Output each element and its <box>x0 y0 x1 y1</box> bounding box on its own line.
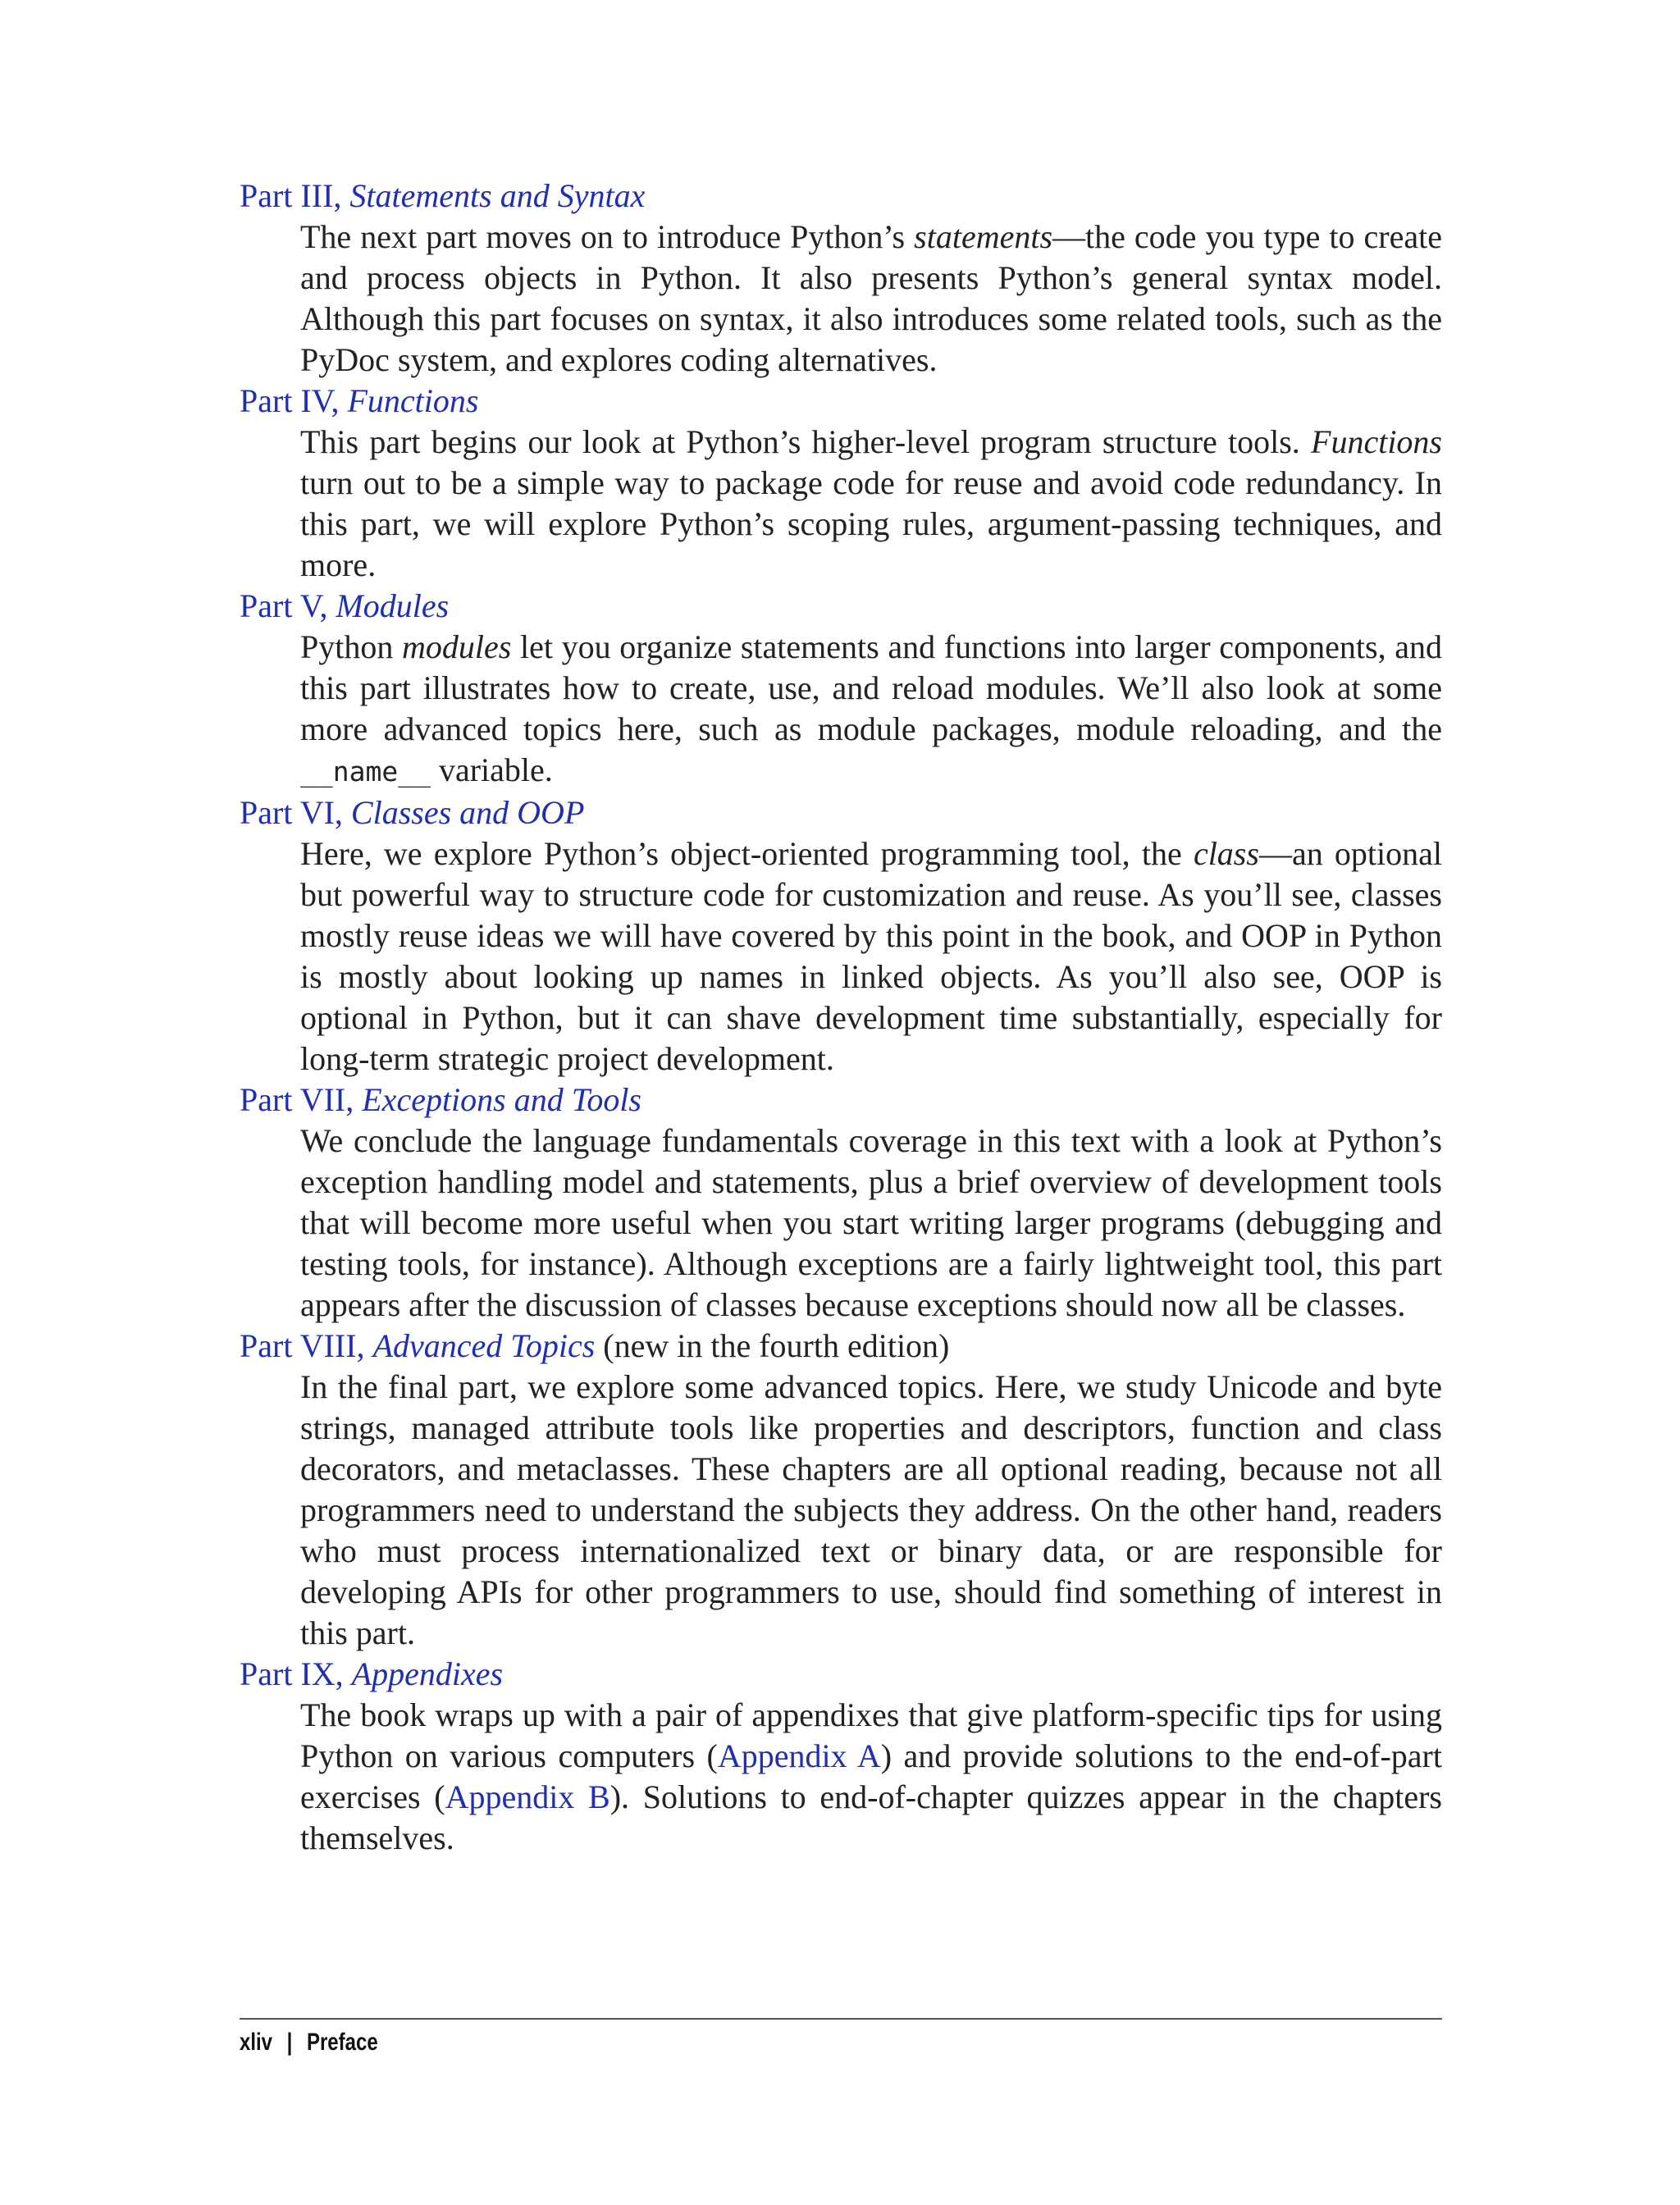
part-title: Classes and OOP <box>350 794 585 831</box>
body-text: Here, we explore Python’s object-oriented programming tool, the <box>300 835 1194 872</box>
part-label: Part VII, <box>240 1081 363 1118</box>
part-title: Modules <box>336 587 450 624</box>
emphasis-term: modules <box>402 628 512 665</box>
body-text: —the code you type to create and process objects in Python. It also presents Python’s general syntax model. Although this part focuses on syntax, it also introduces some related tools, such as the PyDoc system, and explores coding alternatives. <box>300 218 1442 378</box>
part-label: Part IV, <box>240 382 348 419</box>
part-title: Appendixes <box>351 1655 504 1692</box>
body-text: The next part moves on to introduce Python’s <box>300 218 915 255</box>
preface-content <box>240 176 1442 1859</box>
entry-description-part-ix <box>300 1695 1442 1859</box>
body-text: —an optional but powerful way to structure code for customization and reuse. As you’ll see, classes mostly reuse ideas we will have covered by this point in the book, and OOP in Python is mostly about looking up names in linked objects. As you’ll also see, OOP is optional in Python, but it can shave development time substantially, especially for long-term strategic project development. <box>300 835 1442 1077</box>
entry-part-viii <box>240 1326 1442 1654</box>
appendix-b-link[interactable]: Appendix B <box>445 1778 610 1815</box>
entry-part-vi <box>240 792 1442 1080</box>
part-title: Advanced Topics <box>372 1327 596 1364</box>
body-text: turn out to be a simple way to package code for reuse and avoid code redundancy. In this part, we will explore Python’s scoping rules, argument-passing techniques, and more. <box>300 464 1442 583</box>
body-text: let you organize statements and functions into larger components, and this part illustrates how to create, use, and reload modules. We’ll also look at some more advanced topics here, such as module packages, module reloading, and the <box>300 628 1443 747</box>
entry-title-part-vi[interactable] <box>240 792 1442 833</box>
body-text: ) and provide solutions to the end-of-part exercises ( <box>300 1737 1442 1815</box>
part-label: Part III, <box>240 177 350 214</box>
part-label: Part VIII, <box>240 1327 373 1364</box>
entry-part-ix <box>240 1654 1442 1859</box>
appendix-a-link[interactable]: Appendix A <box>717 1737 881 1774</box>
body-text: Python <box>300 628 403 665</box>
footer-divider <box>240 2018 1442 2020</box>
entry-part-vii <box>240 1080 1442 1326</box>
section-name: Preface <box>306 2029 378 2056</box>
entry-title-part-viii[interactable] <box>240 1326 1442 1367</box>
page-footer <box>240 2026 378 2059</box>
part-label: Part VI, <box>240 794 351 831</box>
entry-title-part-iv[interactable] <box>240 381 1442 422</box>
body-text: ). Solutions to end-of-chapter quizzes appear in the chapters themselves. <box>300 1778 1442 1856</box>
emphasis-term: statements <box>914 218 1053 255</box>
entry-part-v <box>240 586 1442 792</box>
entry-description-part-iii <box>300 217 1442 381</box>
part-title: Exceptions and Tools <box>362 1081 641 1118</box>
emphasis-term: Functions <box>1311 423 1442 460</box>
entry-description-part-vii <box>300 1121 1442 1326</box>
body-text: In the final part, we explore some advanced topics. Here, we study Unicode and byte strings, managed attribute tools like properties and descriptors, function and class decorators, and metaclasses. These chapters are all optional reading, because not all programmers need to understand the subjects they address. On the other hand, readers who must process internationalized text or binary data, or are responsible for developing APIs for other programmers to use, should find something of interest in this part. <box>300 1368 1442 1651</box>
body-text: The book wraps up with a pair of appendixes that give platform-specific tips for using Python on various computers ( <box>300 1696 1442 1774</box>
entry-part-iv <box>240 381 1442 586</box>
part-title-note: (new in the fourth edition) <box>595 1327 950 1364</box>
body-text: variable. <box>430 751 553 788</box>
emphasis-term: class <box>1193 835 1259 872</box>
entry-description-part-vi <box>300 833 1442 1080</box>
entry-title-part-ix[interactable] <box>240 1654 1442 1695</box>
part-label: Part V, <box>240 587 336 624</box>
entry-title-part-v[interactable] <box>240 586 1442 627</box>
part-title: Functions <box>347 382 479 419</box>
page-number: xliv <box>240 2029 273 2056</box>
inline-code: __name__ <box>300 756 431 788</box>
part-title: Statements and Syntax <box>349 177 646 214</box>
body-text: This part begins our look at Python’s higher-level program structure tools. <box>300 423 1312 460</box>
entry-title-part-iii[interactable] <box>240 176 1442 217</box>
entry-description-part-v <box>300 627 1442 792</box>
footer-separator: | <box>286 2029 293 2056</box>
entry-description-part-viii <box>300 1367 1442 1654</box>
entry-description-part-iv <box>300 422 1442 586</box>
entry-title-part-vii[interactable] <box>240 1080 1442 1121</box>
part-label: Part IX, <box>240 1655 352 1692</box>
entry-part-iii <box>240 176 1442 381</box>
body-text: We conclude the language fundamentals coverage in this text with a look at Python’s exception handling model and statements, plus a brief overview of development tools that will become more useful when you start writing larger programs (debugging and testing tools, for instance). Although exceptions are a fairly lightweight tool, this part appears after the discussion of classes because exceptions should now all be classes. <box>300 1122 1442 1323</box>
